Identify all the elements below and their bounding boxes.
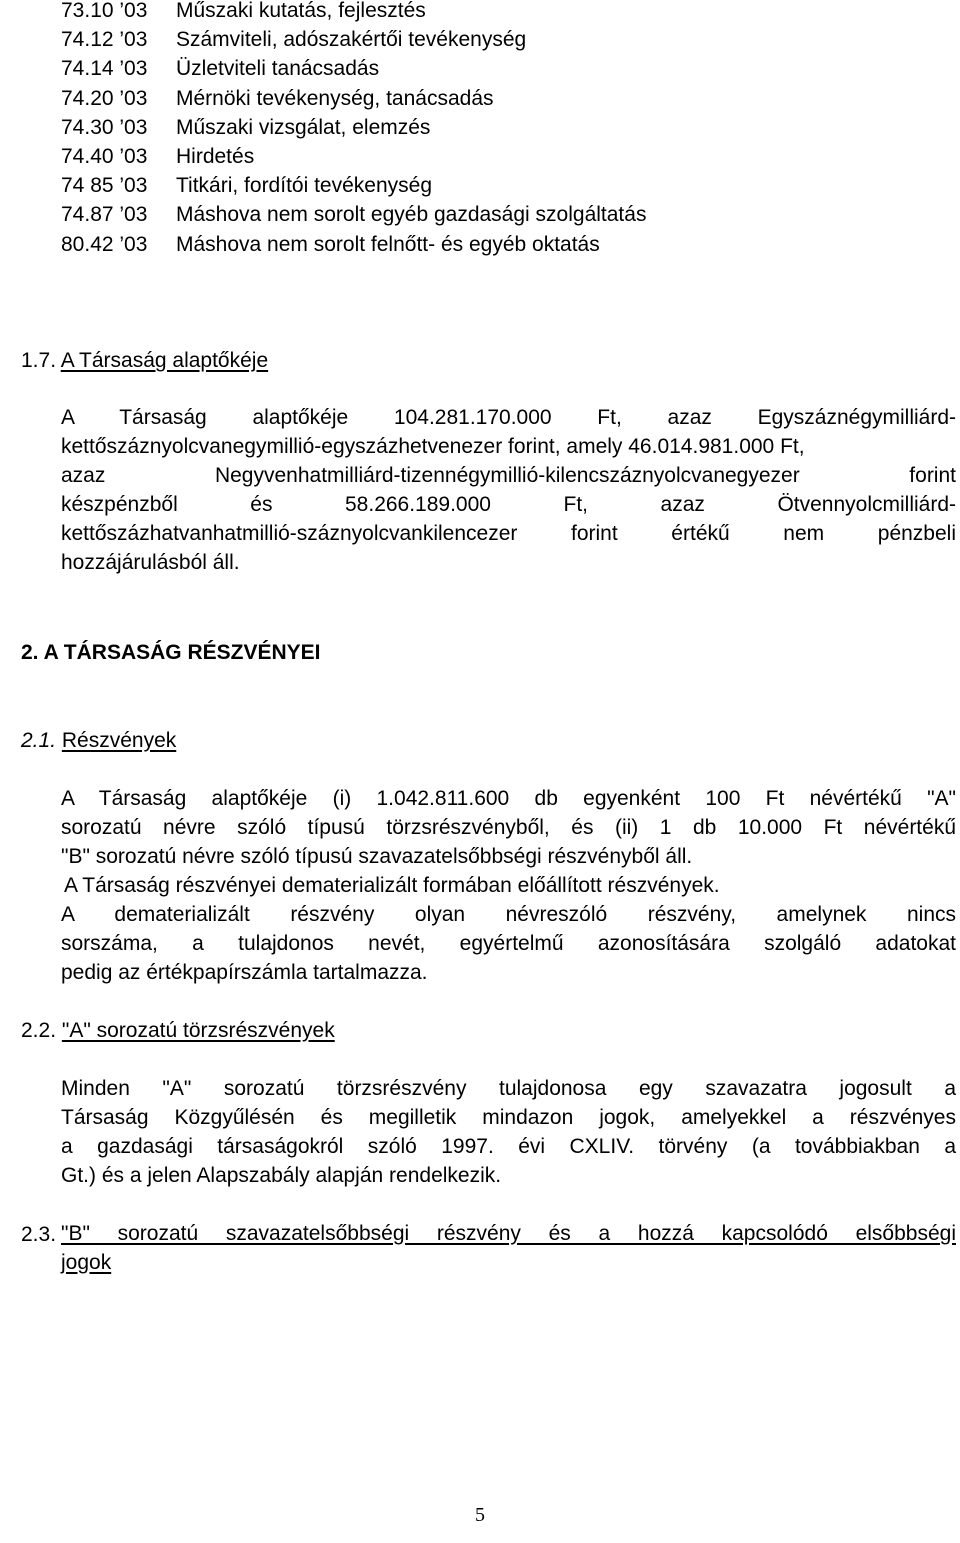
activity-item (61, 25, 646, 54)
section-2-1-heading (21, 726, 176, 755)
section-title-line: jogok (61, 1250, 112, 1274)
paragraph-line: Gt.) és a jelen Alapszabály alapján rendelkezik. (61, 1163, 502, 1187)
chapter-2-heading: 2. A TÁRSASÁG RÉSZVÉNYEI (21, 641, 321, 664)
activity-code: 74.87 ’03 (61, 203, 148, 227)
activity-item (61, 84, 646, 113)
paragraph-line: a gazdasági társaságokról szóló 1997. évi CXLIV. törvény (a továbbiakban a (61, 1134, 956, 1158)
activity-code: 80.42 ’03 (61, 232, 148, 256)
page-number: 5 (475, 1504, 485, 1526)
activity-code: 74.12 ’03 (61, 28, 148, 52)
activity-code: 74.30 ’03 (61, 115, 148, 139)
section-number: 2.1. (21, 729, 57, 752)
paragraph-line: "B" sorozatú névre szóló típusú szavazatelsőbbségi részvényből áll. (61, 844, 693, 868)
activity-label: Számviteli, adószakértői tevékenység (176, 28, 527, 52)
activity-item (61, 171, 646, 200)
paragraph-line: kettőszázhatvanhatmillió-száznyolcvankilencezer forint értékű nem pénzbeli (61, 521, 956, 545)
paragraph-line: pedig az értékpapírszámla tartalmazza. (61, 960, 428, 984)
activity-label: Máshova nem sorolt felnőtt- és egyéb oktatás (176, 232, 600, 256)
activity-code-list (61, 0, 646, 259)
section-1-7-heading (21, 346, 268, 375)
section-title: Részvények (61, 729, 177, 752)
activity-code: 73.10 ’03 (61, 0, 148, 22)
share-capital-paragraph (61, 404, 956, 577)
section-title: "A" sorozatú törzsrészvények (61, 1019, 335, 1042)
activity-code: 74.14 ’03 (61, 57, 148, 81)
section-2-3-title (61, 1220, 956, 1278)
activity-label: Hirdetés (176, 145, 255, 169)
a-series-shares-paragraph (61, 1075, 956, 1191)
paragraph-line: A Társaság alaptőkéje (i) 1.042.811.600 db egyenként 100 Ft névértékű "A" (61, 787, 956, 810)
paragraph-line: készpénzből és 58.266.189.000 Ft, azaz Ötvennyolcmilliárd- (61, 492, 956, 516)
activity-item (61, 0, 646, 25)
activity-label: Mérnöki tevékenység, tanácsadás (176, 86, 494, 110)
activity-code: 74.40 ’03 (61, 145, 148, 169)
paragraph-line: A Társaság alaptőkéje 104.281.170.000 Ft, azaz Egyszáznégymilliárd- (61, 406, 956, 429)
dematerialized-definition-paragraph (61, 901, 956, 988)
activity-item (61, 230, 646, 259)
paragraph-line: kettőszáznyolcvanegymillió-egyszázhetvenezer forint, amely 46.014.981.000 Ft, (61, 434, 805, 458)
section-number: 2.3. (21, 1223, 57, 1246)
activity-label: Műszaki kutatás, fejlesztés (176, 0, 426, 22)
paragraph-line: hozzájárulásból áll. (61, 550, 240, 574)
activity-label: Üzletviteli tanácsadás (176, 57, 380, 81)
section-title-line: "B" sorozatú szavazatelsőbbségi részvény és a hozzá kapcsolódó elsőbbségi (61, 1222, 956, 1245)
paragraph-line: sorszáma, a tulajdonos nevét, egyértelmű azonosítására szolgáló adatokat (61, 931, 956, 955)
paragraph-line: sorozatú névre szóló típusú törzsrészvényből, és (ii) 1 db 10.000 Ft névértékű (61, 815, 956, 839)
paragraph-line: Minden "A" sorozatú törzsrészvény tulajdonosa egy szavazatra jogosult a (61, 1077, 956, 1100)
activity-item (61, 142, 646, 171)
activity-label: Titkári, fordítói tevékenység (176, 174, 432, 198)
paragraph-line: Társaság Közgyűlésén és megilletik mindazon jogok, amelyekkel a részvényes (61, 1105, 956, 1129)
activity-label: Máshova nem sorolt egyéb gazdasági szolgáltatás (176, 203, 647, 227)
paragraph-line: azaz Negyvenhatmilliárd-tizennégymillió-kilencszáznyolcvanegyezer forint (61, 463, 956, 487)
paragraph-line: A dematerializált részvény olyan névreszóló részvény, amelynek nincs (61, 903, 956, 926)
activity-item (61, 113, 646, 142)
activity-code: 74.20 ’03 (61, 86, 148, 110)
activity-code: 74 85 ’03 (61, 174, 148, 198)
section-2-2-heading (21, 1016, 335, 1045)
section-2-3-heading (21, 1220, 56, 1249)
activity-item (61, 54, 646, 83)
activity-label: Műszaki vizsgálat, elemzés (176, 115, 431, 139)
activity-item (61, 200, 646, 229)
shares-paragraph (61, 785, 956, 872)
section-number: 2.2. (21, 1019, 57, 1042)
section-title: A Társaság alaptőkéje (60, 349, 269, 372)
paragraph-line: A Társaság részvényei dematerializált formában előállított részvények. (64, 874, 720, 897)
dematerialized-shares-paragraph (64, 872, 959, 901)
section-number: 1.7. (21, 349, 57, 372)
